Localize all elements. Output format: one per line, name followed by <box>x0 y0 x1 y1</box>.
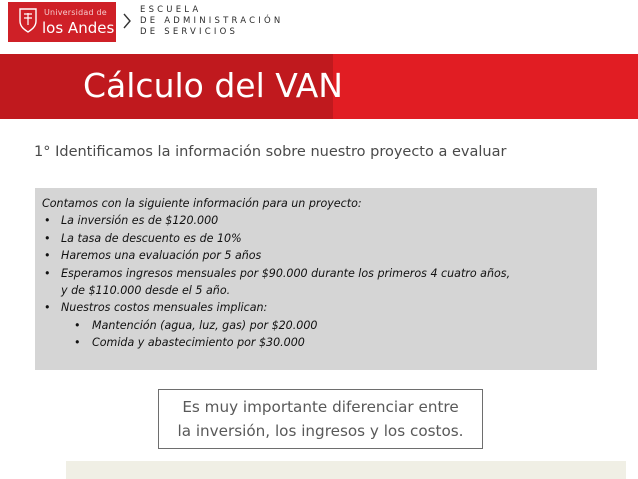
university-logo[interactable] <box>8 2 116 42</box>
bullet-icon: • <box>44 301 51 315</box>
bullet-item <box>42 299 591 316</box>
school-line-1: ESCUELA <box>140 5 202 15</box>
school-line-2: DE ADMINISTRACIÓN <box>140 16 284 26</box>
bullet-item <box>42 230 591 247</box>
note-line-1: Es muy importante diferenciar entre <box>182 398 459 416</box>
info-intro: Contamos con la siguiente información para un proyecto: <box>42 197 362 210</box>
bullet-icon: • <box>44 266 51 280</box>
bullet-text: La inversión es de $120.000 <box>61 214 219 228</box>
sub-bullet-item <box>42 334 591 351</box>
shield-icon <box>18 7 38 33</box>
bullet-item <box>42 265 591 282</box>
school-name <box>140 5 283 38</box>
chevron-right-icon <box>121 11 133 31</box>
logo-top-text: Universidad de <box>44 8 107 17</box>
note-line-2: la inversión, los ingresos y los costos. <box>177 422 464 440</box>
bullet-continuation: y de $110.000 desde el 5 año. <box>61 284 231 298</box>
sub-bullet-item <box>42 317 591 334</box>
project-info-box <box>35 188 597 370</box>
highlight-note <box>158 389 483 449</box>
title-banner <box>0 54 638 119</box>
bullet-text: La tasa de descuento es de 10% <box>61 231 242 245</box>
bullet-icon: • <box>44 231 51 245</box>
bullet-item <box>42 247 591 264</box>
bullet-icon: • <box>44 214 51 228</box>
header <box>0 0 638 46</box>
slide-title: Cálculo del VAN <box>83 66 343 105</box>
sub-bullet-text: Mantención (agua, luz, gas) por $20.000 <box>92 318 318 332</box>
footer-strip <box>66 461 626 479</box>
bullet-icon: • <box>74 318 81 332</box>
bullet-text: Haremos una evaluación por 5 años <box>61 249 262 263</box>
bullet-icon: • <box>44 249 51 263</box>
slide-subtitle: 1° Identificamos la información sobre nuestro proyecto a evaluar <box>34 144 507 160</box>
sub-bullet-text: Comida y abastecimiento por $30.000 <box>92 336 305 350</box>
bullet-icon: • <box>74 336 81 350</box>
bullet-text: Nuestros costos mensuales implican: <box>61 301 268 315</box>
school-line-3: DE SERVICIOS <box>140 27 239 37</box>
bullet-item <box>42 212 591 229</box>
logo-main-text: los Andes <box>42 19 115 37</box>
bullet-text: Esperamos ingresos mensuales por $90.000 durante los primeros 4 cuatro años, <box>61 266 511 280</box>
